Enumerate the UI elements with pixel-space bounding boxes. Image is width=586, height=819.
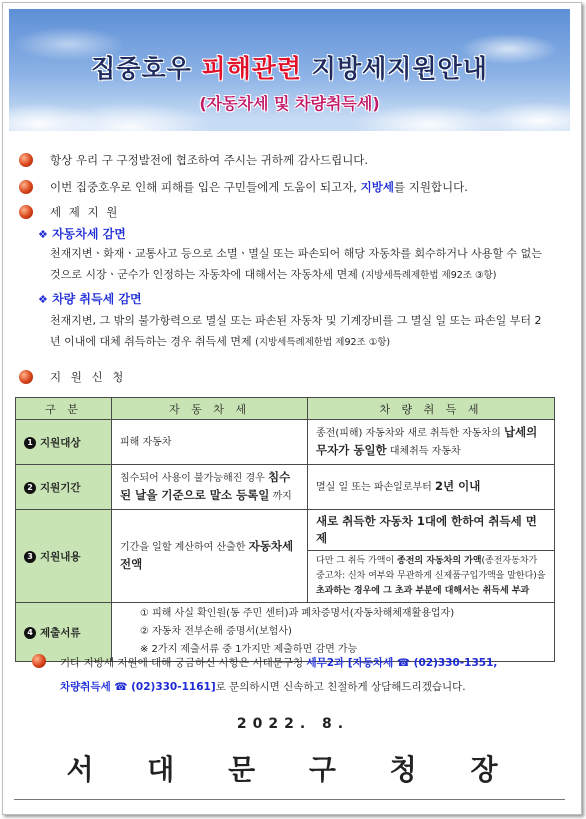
- banner: [9, 9, 570, 131]
- table-row: [16, 603, 555, 662]
- page-title: 집중호우 피해관련 지방세지원안내: [91, 54, 488, 83]
- list-item: ※ 2가지 제출서류 중 1가지만 제출하면 감면 가능: [140, 644, 358, 655]
- diamond-bullet-icon: ❖: [38, 228, 48, 241]
- table-row: [16, 510, 555, 603]
- list-item: ② 자동차 전부손해 증명서(보험사): [140, 626, 292, 637]
- table-row: [16, 420, 555, 465]
- auto-cell: 침수되어 사용이 불가능해진 경우 침수된 날을 기준으로 말소 등록일 까지: [112, 465, 308, 510]
- acq-tax-heading: ❖ 차량 취득세 감면: [38, 292, 142, 306]
- divider: [14, 799, 565, 800]
- auto-cell: 피해 자동차: [112, 420, 308, 465]
- intro-line-1: 항상 우리 구 구정발전에 협조하여 주시는 귀하께 감사드립니다.: [50, 153, 369, 167]
- contact-line-2: 차량취득세 ☎ (02)330-1161]로 문의하시면 신속하고 친절하게 상담해드리겠습니다.: [60, 681, 466, 693]
- acq-cell: [308, 510, 555, 603]
- contact-line-1: 기타 지방세 지원에 대해 궁금하신 사항은 서대문구청 세무2과 [자동차세 ☎ (02)330-1351,: [60, 657, 498, 669]
- signature: 서 대 문 구 청 장: [66, 753, 520, 786]
- bullet-icon: [19, 153, 33, 167]
- row-label: 3 지원내용: [16, 510, 112, 603]
- auto-cell: 기간을 일할 계산하여 산출한 자동차세 전액: [112, 510, 308, 603]
- application-heading: 지 원 신 청: [50, 370, 127, 384]
- bullet-icon: [32, 654, 46, 668]
- acq-support-detail: 다만 그 취득 가액이 종전의 자동차의 가액(종전자동차가 중고차: 신차 여부와 무관하게 신제품구입가액을 말한다)을 초과하는 경우에 그 초과 부분에 대해서는 취득세 부과: [316, 556, 546, 596]
- table-header: 차 량 취 득 세: [308, 398, 555, 420]
- diamond-bullet-icon: ❖: [38, 293, 48, 306]
- bullet-icon: [19, 370, 33, 384]
- acq-cell: 종전(피해) 자동차와 새로 취득한 자동차의 납세의무자가 동일한 대체취득 자동차: [308, 420, 555, 465]
- row-label: 4 제출서류: [16, 603, 112, 662]
- table-header-row: [16, 398, 555, 420]
- acq-support-head: 새로 취득한 자동차 1대에 한하여 취득세 면제: [308, 510, 554, 551]
- application-table: [15, 397, 555, 662]
- table-row: [16, 465, 555, 510]
- tax-support-heading: 세 제 지 원: [50, 205, 120, 219]
- document-date: 2022. 8.: [236, 716, 350, 732]
- table-header: 구 분: [16, 398, 112, 420]
- intro-line-2: 이번 집중호우로 인해 피해를 입은 구민들에게 도움이 되고자, 지방세를 지원합니다.: [50, 180, 468, 194]
- documents-cell: [112, 603, 555, 662]
- auto-tax-body: 천재지변ㆍ화재ㆍ교통사고 등으로 소멸ㆍ멸실 또는 파손되어 해당 자동차를 회수하거나 사용할 수 없는 것으로 시장ㆍ군수가 인정하는 자동차에 대해서는 자동차세 면제 (지방세특례제한법 제92조 ③항): [50, 247, 542, 281]
- list-item: ① 피해 사실 확인원(동 주민 센터)과 폐차증명서(자동차해체재활용업자): [140, 608, 455, 619]
- auto-tax-heading: ❖ 자동차세 감면: [38, 227, 126, 241]
- page-subtitle: (자동차세 및 차량취득세): [199, 94, 380, 113]
- row-label: 2 지원기간: [16, 465, 112, 510]
- bullet-icon: [19, 205, 33, 219]
- bullet-icon: [19, 180, 33, 194]
- acq-cell: 멸실 일 또는 파손일로부터 2년 이내: [308, 465, 555, 510]
- table-header: 자 동 차 세: [112, 398, 308, 420]
- row-label: 1 지원대상: [16, 420, 112, 465]
- acq-tax-body: 천재지변, 그 밖의 불가항력으로 멸실 또는 파손된 자동차 및 기계장비를 그 멸실 일 또는 파손일 부터 2년 이내에 대체 취득하는 경우 취득세 면제 (지방세특례제한법 제92조 ①항): [50, 314, 542, 348]
